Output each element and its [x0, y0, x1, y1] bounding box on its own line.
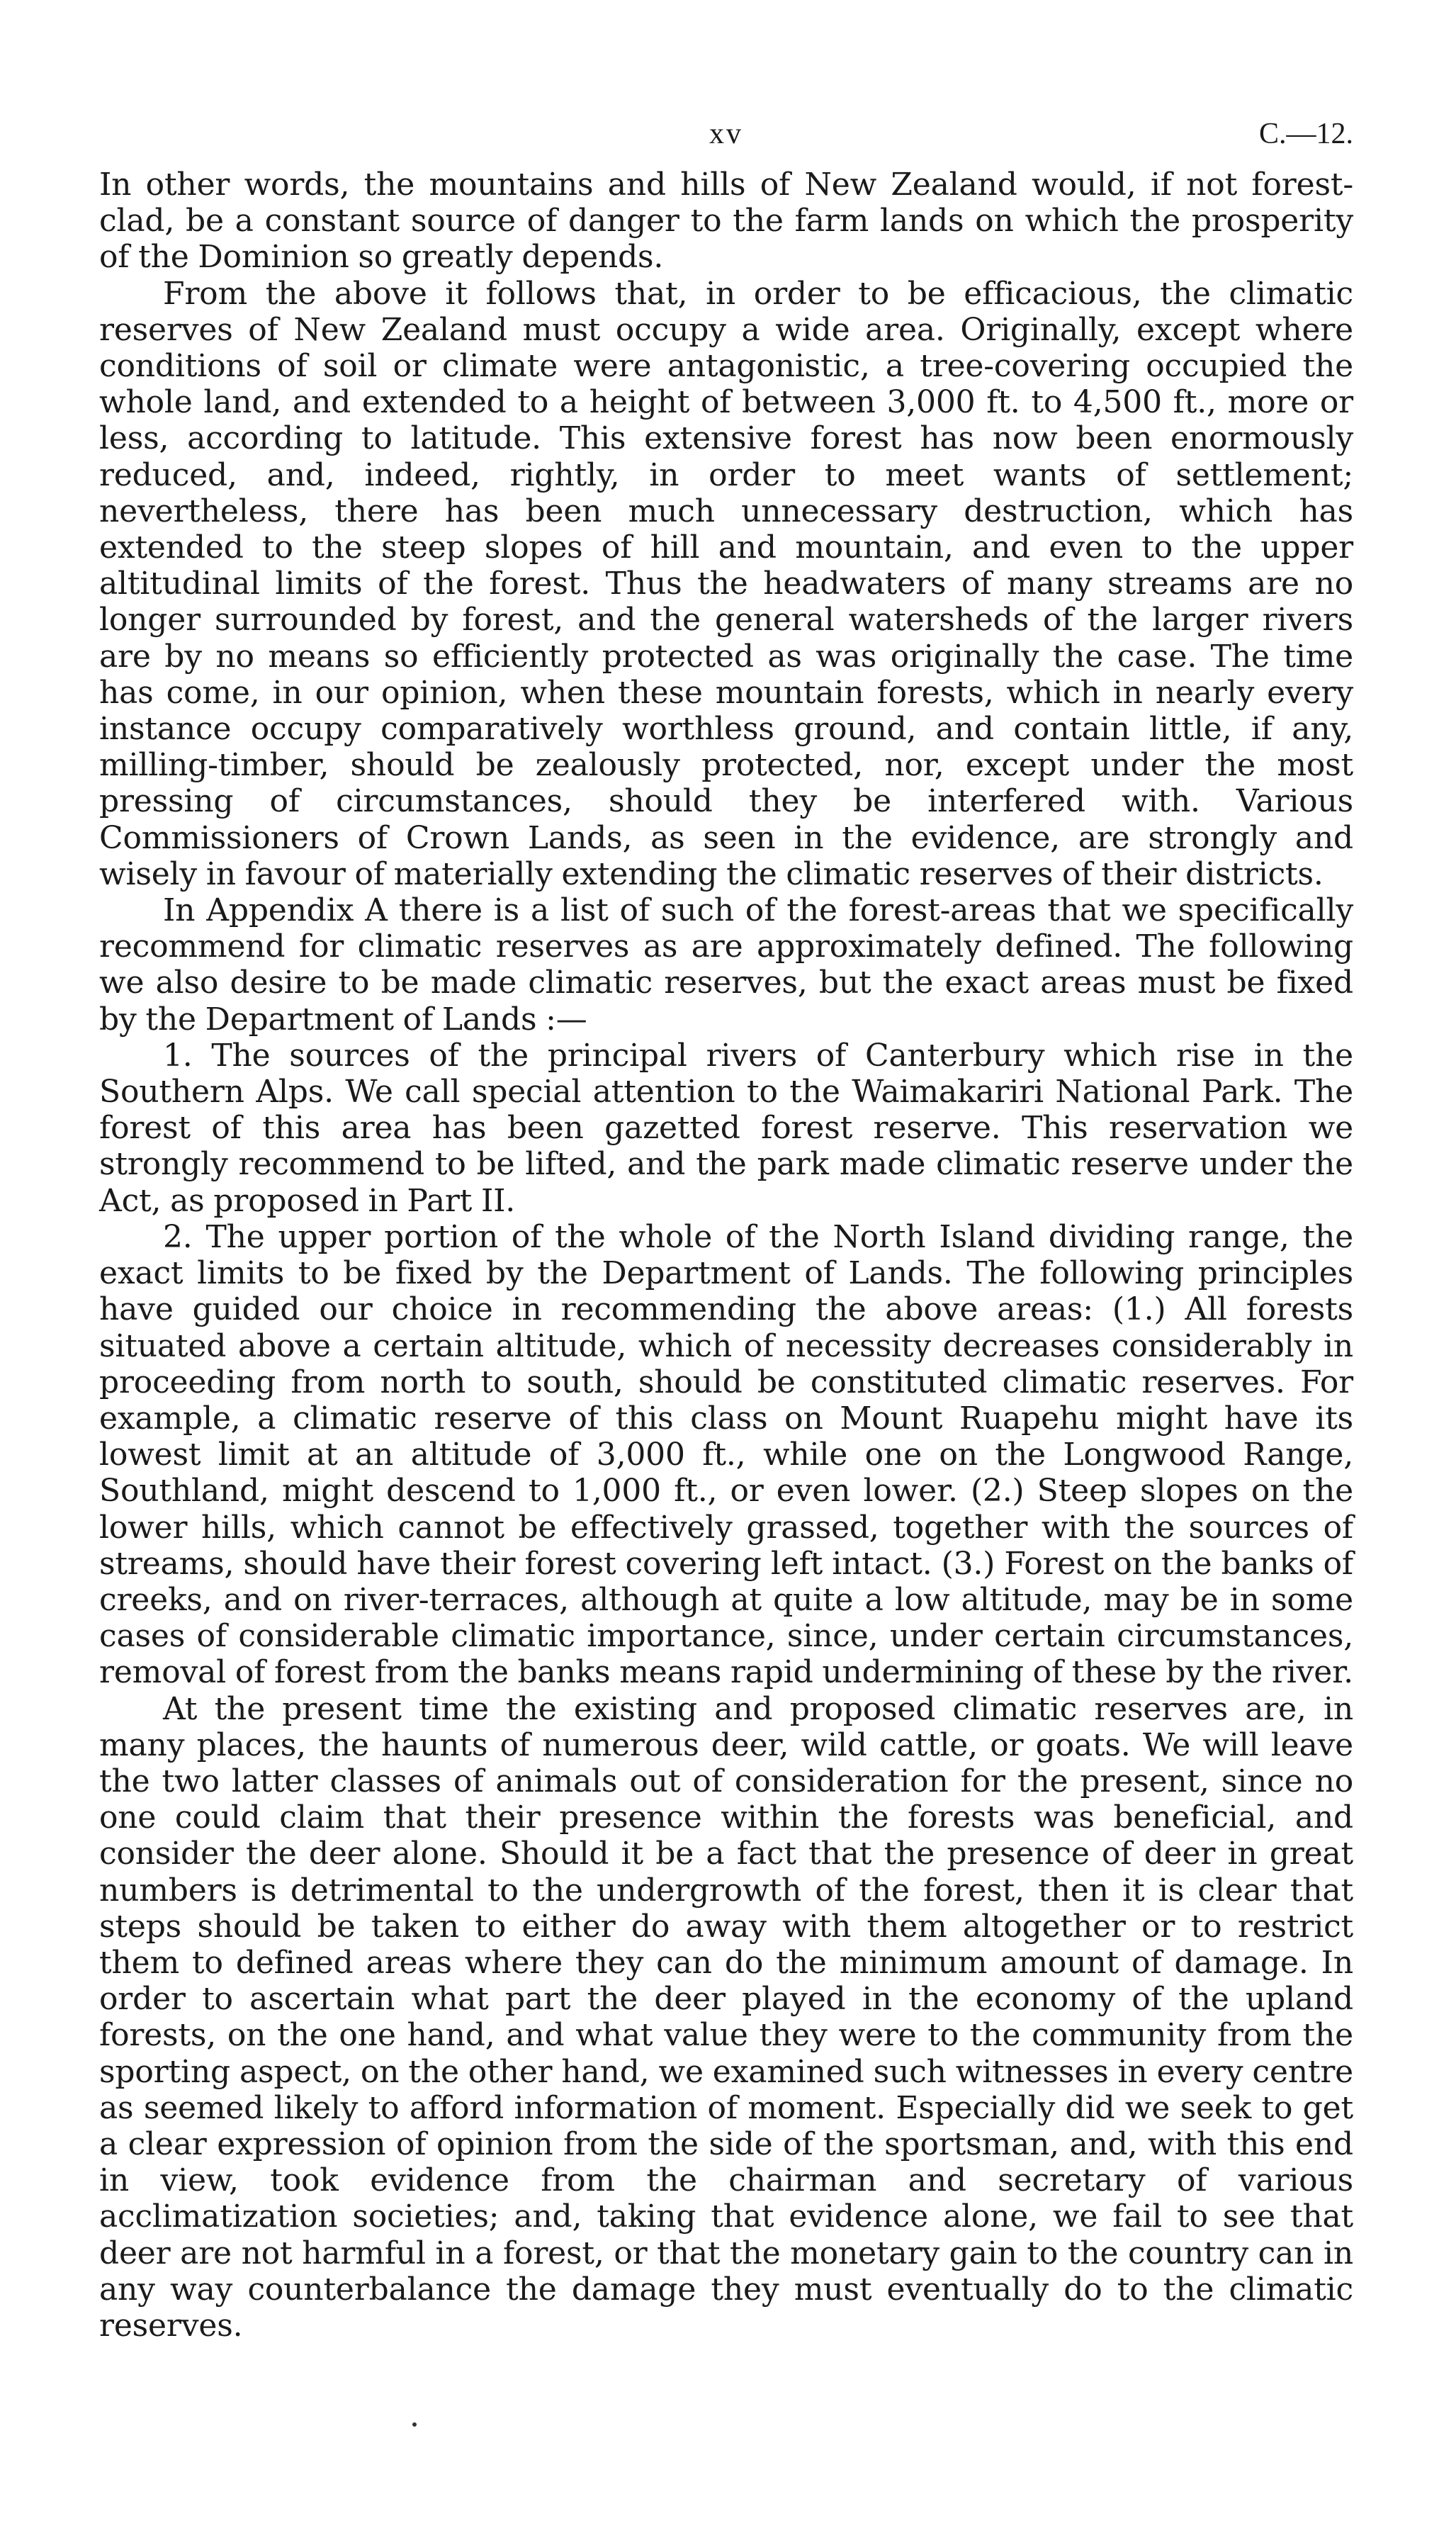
paragraph-continuation: In other words, the mountains and hills of New Zealand would, if not forest-clad, be a constant source of danger to the farm lands on which the prosperity of the Dominion so greatly depends. — [99, 167, 1353, 276]
paragraph-climatic-reserves-area: From the above it follows that, in order to be efficacious, the climatic reserves of New Zealand must occupy a wide area. Originally, except where conditions of soil or climate were antagonistic, a tree-covering occupied the whole land, and extended to a height of between 3,000 ft. to 4,500 ft., more or less, according to latitude. This extensive forest has now been enormously reduced, and, indeed, rightly, in order to meet wants of settlement; nevertheless, there has been much unnecessary destruction, which has extended to the steep slopes of hill and mountain, and even to the upper altitudinal limits of the forest. Thus the headwaters of many streams are no longer surrounded by forest, and the general watersheds of the larger rivers are by no means so efficiently protected as was originally the case. The time has come, in our opinion, when these mountain forests, which in nearly every instance occupy comparatively worthless ground, and contain little, if any, milling-timber, should be zealously protected, nor, except under the most pressing of circumstances, should they be interfered with. Various Commissioners of Crown Lands, as seen in the evidence, are strongly and wisely in favour of materially extending the climatic reserves of their districts. — [99, 275, 1353, 892]
paragraph-appendix-a: In Appendix A there is a list of such of the forest-areas that we specifically recommend for climatic reserves as are approximately defined. The following we also desire to be made climatic reserves, but the exact areas must be fixed by the Department of Lands :— — [99, 892, 1353, 1038]
stray-mark — [412, 2422, 417, 2427]
document-reference: C.—12. — [1258, 118, 1353, 150]
document-page — [99, 117, 1353, 2344]
page-header — [99, 117, 1353, 167]
list-item-north-island-range: 2. The upper portion of the whole of the North Island dividing range, the exact limits to be fixed by the Department of Lands. The following principles have guided our choice in recommending the above areas: (1.) All forests situated above a certain altitude, which of necessity decreases considerably in proceeding from north to south, should be constituted climatic reserves. For example, a climatic reserve of this class on Mount Ruapehu might have its lowest limit at an altitude of 3,000 ft., while one on the Longwood Range, Southland, might descend to 1,000 ft., or even lower. (2.) Steep slopes on the lower hills, which cannot be effectively grassed, together with the sources of streams, should have their forest covering left intact. (3.) Forest on the banks of creeks, and on river-terraces, although at quite a low altitude, may be in some cases of considerable climatic importance, since, under certain circumstances, removal of forest from the banks means rapid undermining of these by the river. — [99, 1218, 1353, 1691]
body-text — [99, 167, 1353, 2344]
paragraph-deer: At the present time the existing and proposed climatic reserves are, in many places, the haunts of numerous deer, wild cattle, or goats. We will leave the two latter classes of animals out of consideration for the present, since no one could claim that their presence within the forests was beneficial, and consider the deer alone. Should it be a fact that the presence of deer in great numbers is detrimental to the undergrowth of the forest, then it is clear that steps should be taken to either do away with them altogether or to restrict them to defined areas where they can do the minimum amount of damage. In order to ascertain what part the deer played in the economy of the upland forests, on the one hand, and what value they were to the community from the sporting aspect, on the other hand, we examined such witnesses in every centre as seemed likely to afford information of moment. Especially did we seek to get a clear expression of opinion from the side of the sportsman, and, with this end in view, took evidence from the chairman and secretary of various acclimatization societies; and, taking that evidence alone, we fail to see that deer are not harmful in a forest, or that the monetary gain to the country can in any way counterbalance the damage they must eventually do to the climatic reserves. — [99, 1690, 1353, 2344]
list-item-canterbury-rivers: 1. The sources of the principal rivers of Canterbury which rise in the Southern Alps. We call special attention to the Waimakariri National Park. The forest of this area has been gazetted forest reserve. This reservation we strongly recommend to be lifted, and the park made climatic reserve under the Act, as proposed in Part II. — [99, 1037, 1353, 1219]
page-number: xv — [709, 118, 743, 150]
